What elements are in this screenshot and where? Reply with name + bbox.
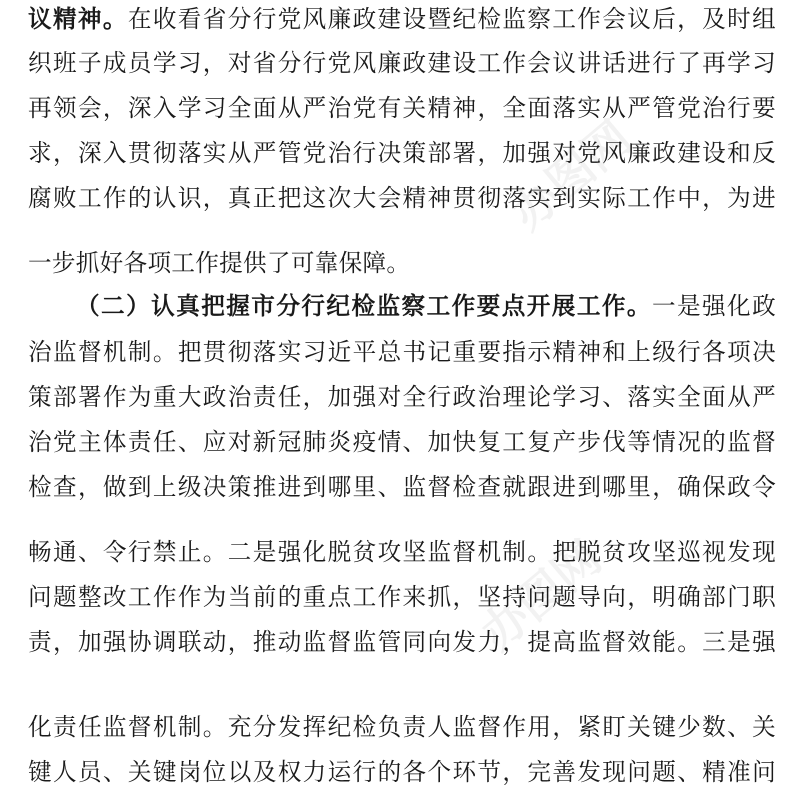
paragraph-line: 问题整改工作作为当前的重点工作来抓，坚持问题导向，明确部门职: [28, 583, 776, 611]
paragraph-line: 求，深入贯彻落实从严管党治行决策部署，加强对党风廉政建设和反: [28, 139, 776, 167]
paragraph-line: 化责任监督机制。充分发挥纪检负责人监督作用，紧盯关键少数、关: [28, 713, 776, 741]
paragraph-line: 责，加强协调联动，推动监督监管同向发力，提高监督效能。三是强: [28, 628, 776, 656]
watermark: 办图网: [470, 530, 612, 661]
paragraph-line: 治监督机制。把贯彻落实习近平总书记重要指示精神和上级行各项决: [28, 338, 776, 366]
paragraph-line: 一步抓好各项工作提供了可靠保障。: [28, 249, 411, 277]
paragraph-line: 策部署作为重大政治责任，加强对全行政治理论学习、落实全面从严: [28, 383, 776, 411]
section-heading: （二）认真把握市分行纪检监察工作要点开展工作。: [76, 292, 652, 320]
watermark: 办图网: [500, 110, 642, 241]
paragraph-line: [28, 4, 776, 34]
paragraph-line: 畅通、令行禁止。二是强化脱贫攻坚监督机制。把脱贫攻坚巡视发现: [28, 538, 776, 566]
paragraph-line: [76, 291, 776, 321]
paragraph-line: 治党主体责任、应对新冠肺炎疫情、加快复工复产步伐等情况的监督: [28, 428, 776, 456]
line-text: 在收看省分行党风廉政建设暨纪检监察工作会议后，及时组: [127, 5, 776, 33]
bold-heading-text: 议精神。: [28, 5, 128, 33]
paragraph-line: 键人员、关键岗位以及权力运行的各个环节，完善发现问题、精准问: [28, 758, 776, 786]
paragraph-line: 检查，做到上级决策推进到哪里、监督检查就跟进到哪里，确保政令: [28, 473, 776, 501]
line-text: 一是强化政: [651, 292, 776, 320]
paragraph-line: 再领会，深入学习全面从严治党有关精神，全面落实从严管党治行要: [28, 94, 776, 122]
paragraph-line: 织班子成员学习，对省分行党风廉政建设工作会议讲话进行了再学习: [28, 49, 776, 77]
paragraph-line: 腐败工作的认识，真正把这次大会精神贯彻落实到实际工作中，为进: [28, 184, 776, 212]
